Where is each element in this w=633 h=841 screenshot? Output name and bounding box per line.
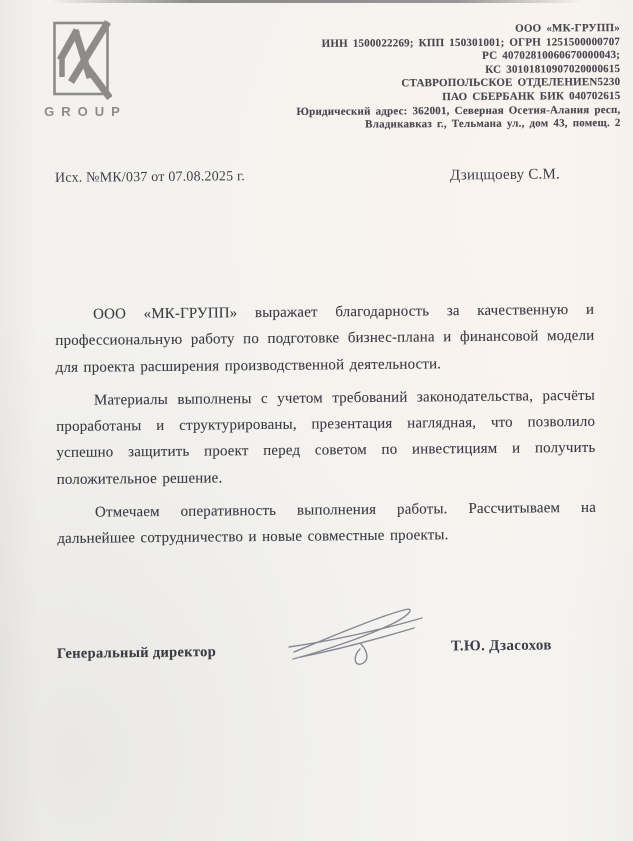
header-line-ks: КС 30101810907020000615 <box>485 62 621 76</box>
header-line-rs: РС 40702810060670000043; <box>482 49 621 63</box>
signature-autograph <box>286 600 431 675</box>
logo-caption: GROUP <box>44 104 127 119</box>
addressee: Дзицщоеву С.М. <box>449 166 561 184</box>
paragraph-cooperation: Отмечаем оперативность выполнения работы. Рассчитываем на дальнейшее сотрудничество и новые совместные проекты. <box>57 499 597 548</box>
company-header <box>296 22 621 133</box>
header-line-branch: СТАВРОПОЛЬСКОЕ ОТДЕЛЕНИЕN5230 <box>401 76 621 90</box>
header-line-address-1: Юридический адрес: 362001, Северная Осетия-Алания респ, <box>296 103 621 118</box>
outgoing-number: Исх. №МК/037 от 07.08.2025 г. <box>54 169 246 186</box>
header-line-bank: ПАО СБЕРБАНК БИК 040702615 <box>442 89 621 104</box>
paragraph-materials: Материалы выполнены с учетом требований законодательства, расчёты проработаны и структурированы, презентация наглядная, что позволило успешно защитить проект перед советом по инвестициям и получить положительное решение. <box>56 387 596 488</box>
company-logo <box>36 20 128 119</box>
header-line-company: ООО «МК-ГРУПП» <box>515 22 621 35</box>
header-line-address-2: Владикавказ г., Тельмана ул., дом 43, помещ. 2 <box>365 117 621 131</box>
signer-position: Генеральный директор <box>56 644 217 662</box>
header-line-inn: ИНН 1500022269; КПП 150301001; ОГРН 1251500000707 <box>321 35 621 50</box>
signer-name: Т.Ю. Дзасохов <box>450 637 552 655</box>
mk-monogram-icon <box>52 20 112 100</box>
letter-body <box>55 297 596 560</box>
paragraph-gratitude: ООО «МК-ГРУПП» выражает благодарность за качественную и профессиональную работу по подготовке бизнес-плана и финансовой модели для проекта расширения производственной деятельности. <box>55 301 595 376</box>
